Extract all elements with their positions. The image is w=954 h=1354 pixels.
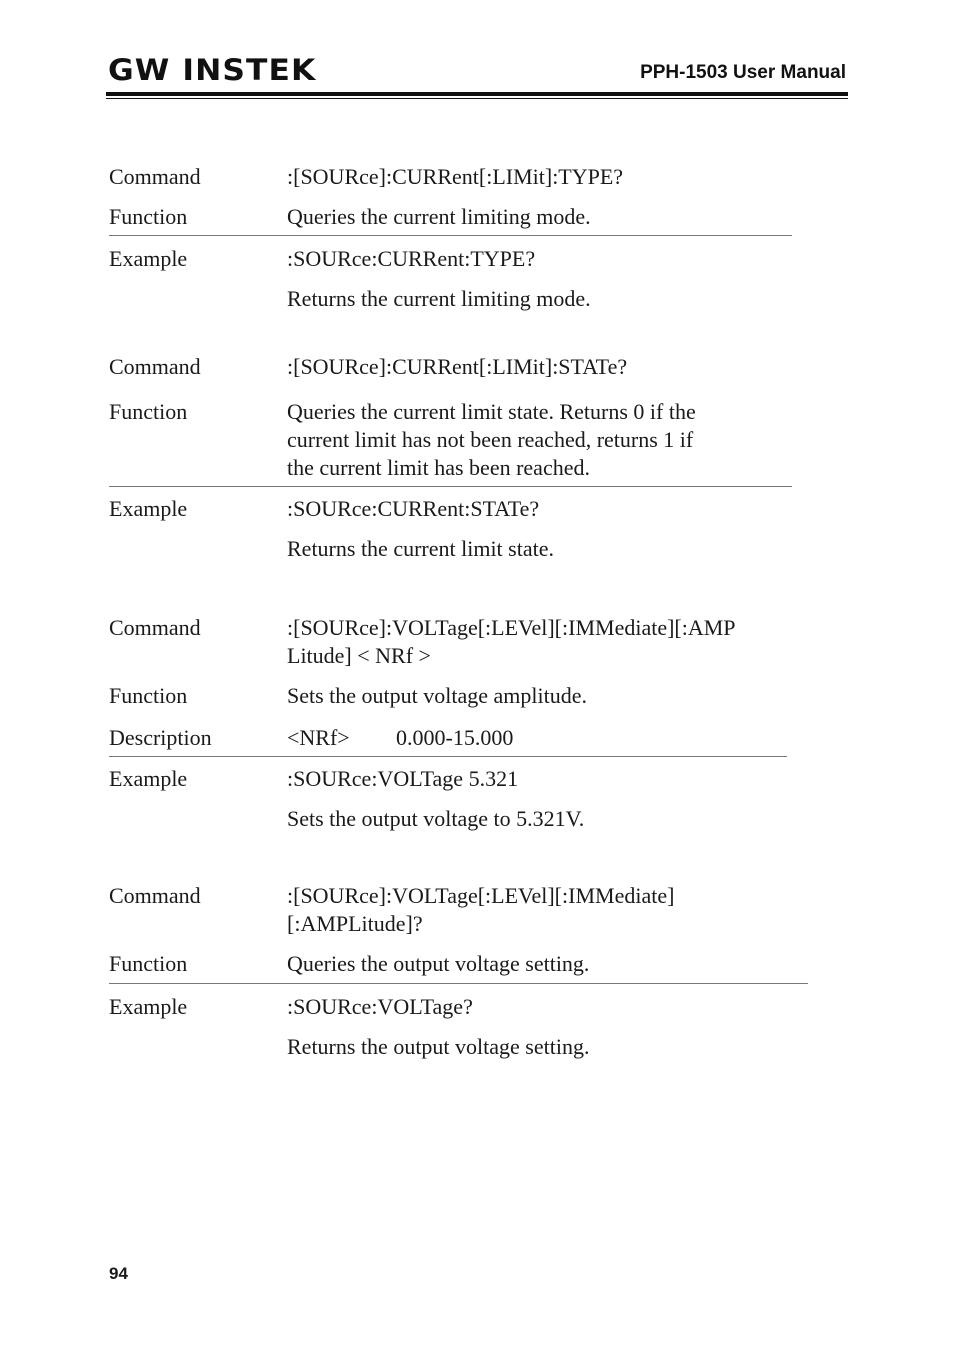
function-text: Sets the output voltage amplitude. [287, 683, 588, 708]
function-text: Queries the output voltage setting. [287, 951, 590, 976]
example-label: Example [109, 496, 188, 521]
example-label: Example [109, 994, 188, 1019]
function-label: Function [109, 399, 188, 424]
divider [109, 235, 792, 236]
description-label: Description [109, 725, 212, 750]
command-text: :[SOURce]:CURRent[:LIMit]:STATe? [287, 354, 628, 379]
function-text-line-3: the current limit has been reached. [287, 455, 590, 480]
example-text: :SOURce:VOLTage 5.321 [287, 766, 519, 791]
command-label: Command [109, 883, 201, 908]
command-text-line-2: [:AMPLitude]? [287, 911, 423, 936]
manual-title: PPH-1503 User Manual [640, 62, 846, 83]
function-text: Queries the current limiting mode. [287, 204, 591, 229]
command-text-line-1: :[SOURce]:VOLTage[:LEVel][:IMMediate][:AMP [287, 615, 736, 640]
function-label: Function [109, 204, 188, 229]
command-label: Command [109, 164, 201, 189]
example-result: Sets the output voltage to 5.321V. [287, 806, 585, 831]
function-text-line-1: Queries the current limit state. Returns 0 if the [287, 399, 696, 424]
example-text: :SOURce:VOLTage? [287, 994, 473, 1019]
header-rule-thin [106, 98, 848, 99]
example-result: Returns the current limiting mode. [287, 286, 591, 311]
command-text-line-2: Litude] < NRf > [287, 643, 431, 668]
example-text: :SOURce:CURRent:STATe? [287, 496, 540, 521]
brand-logo: GW INSTEK [108, 53, 317, 87]
function-text-line-2: current limit has not been reached, returns 1 if [287, 427, 694, 452]
command-label: Command [109, 615, 201, 640]
command-label: Command [109, 354, 201, 379]
example-label: Example [109, 246, 188, 271]
example-label: Example [109, 766, 188, 791]
function-label: Function [109, 951, 188, 976]
example-result: Returns the output voltage setting. [287, 1034, 590, 1059]
divider [109, 486, 792, 487]
header-rule [106, 92, 848, 96]
command-text-line-1: :[SOURce]:VOLTage[:LEVel][:IMMediate] [287, 883, 675, 908]
function-label: Function [109, 683, 188, 708]
divider [109, 756, 787, 757]
divider [109, 983, 808, 984]
example-result: Returns the current limit state. [287, 536, 554, 561]
command-text: :[SOURce]:CURRent[:LIMit]:TYPE? [287, 164, 624, 189]
param-range: 0.000-15.000 [396, 725, 514, 750]
param-name: <NRf> [287, 725, 350, 750]
page-number: 94 [109, 1264, 128, 1283]
example-text: :SOURce:CURRent:TYPE? [287, 246, 536, 271]
